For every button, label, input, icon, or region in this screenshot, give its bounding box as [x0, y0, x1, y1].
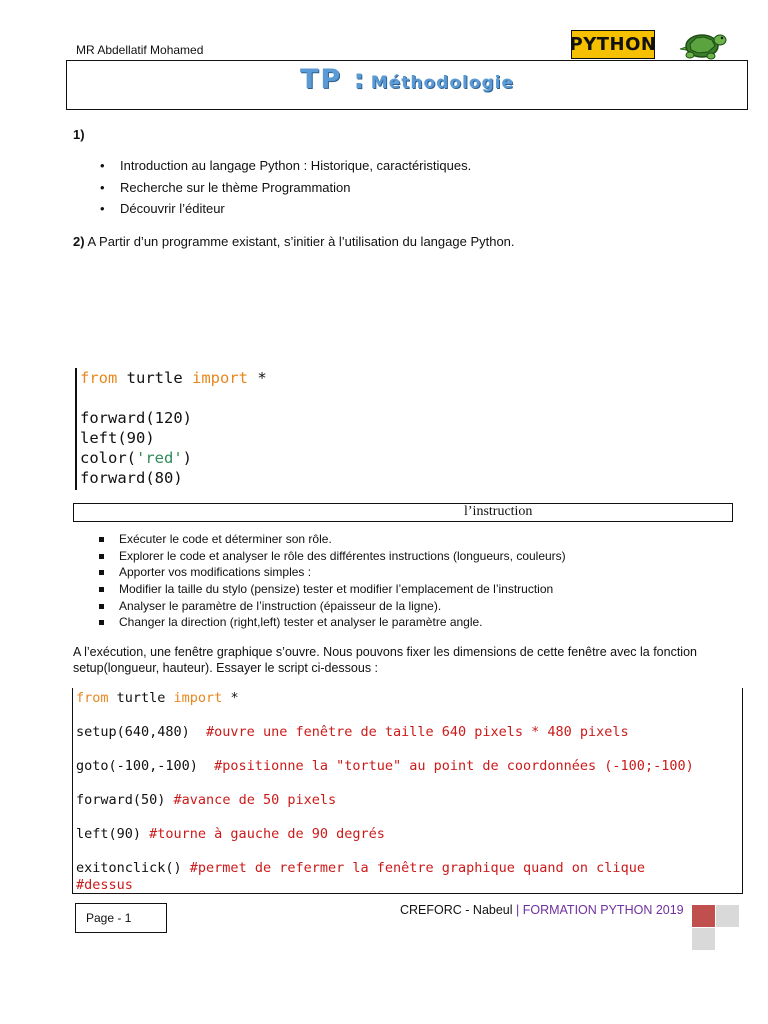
code-text: exitonclick() [76, 860, 190, 876]
code-text: * [247, 369, 267, 387]
list-item: Exécuter le code et déterminer son rôle. [98, 532, 566, 549]
footer-formation: FORMATION PYTHON 2019 [519, 903, 684, 917]
setup-paragraph: A l’exécution, une fenêtre graphique s’ouvre. Nous pouvons fixer les dimensions de cette fenêtre avec la fonction setup(longueur, hauteur). Essayer le script ci-dessous : [73, 645, 697, 675]
title-prefix: TP : [299, 64, 367, 95]
title-subtitle: Méthodologie [370, 73, 515, 93]
code-comment: #dessus [76, 877, 133, 893]
list-item: Analyser le paramètre de l’instruction (épaisseur de la ligne). [98, 599, 566, 616]
section2-number: 2) [73, 234, 85, 249]
page-number: Page - 1 [86, 911, 132, 925]
code-comment: #tourne à gauche de 90 degrés [149, 826, 385, 842]
list-item: • Introduction au langage Python : Historique, caractéristiques. [100, 158, 471, 180]
code-text: * [222, 690, 239, 706]
page-number-box [75, 903, 167, 933]
code-line [76, 860, 645, 876]
code-text: goto(-100,-100) [76, 758, 215, 774]
section1-number: 1) [73, 127, 85, 142]
decor-square-red [692, 905, 715, 927]
code-line [76, 724, 629, 740]
author-name: MR Abdellatif Mohamed [76, 43, 204, 57]
code-line [76, 826, 385, 842]
turtle-icon [678, 26, 728, 60]
section2-line [73, 234, 515, 249]
code-text: color( [80, 449, 136, 467]
section2-text: A Partir d’un programme existant, s’initier à l’utilisation du langage Python. [87, 234, 515, 249]
footer-text [400, 903, 684, 917]
decor-square-gray [716, 905, 739, 927]
code-block-1 [75, 368, 300, 490]
code-text: turtle [108, 690, 174, 706]
list-item: Changer la direction (right,left) tester et analyser le paramètre angle. [98, 615, 566, 632]
footer-separator: | [516, 903, 520, 917]
list-item: Explorer le code et analyser le rôle des différentes instructions (longueurs, couleurs) [98, 549, 566, 566]
section1-list [100, 158, 471, 223]
list-item: • Découvrir l’éditeur [100, 201, 471, 223]
list-item: Modifier la taille du stylo (pensize) tester et modifier l’emplacement de l’instruction [98, 582, 566, 599]
code-block-2 [72, 688, 743, 894]
code-comment: #ouvre une fenêtre de taille 640 pixels * 480 pixels [206, 724, 629, 740]
code-line [76, 877, 133, 893]
instruction-label: l’instruction [464, 504, 533, 519]
code-text: turtle [117, 369, 192, 387]
footer-org: CREFORC - Nabeul [400, 903, 516, 917]
list-item: • Recherche sur le thème Programmation [100, 180, 471, 202]
task-list [98, 532, 566, 632]
code-text: ) [182, 449, 193, 467]
decor-square-gray [692, 928, 715, 950]
code-comment: #positionne la "tortue" au point de coordonnées (-100;-100) [214, 758, 694, 774]
list-item: Apporter vos modifications simples : [98, 565, 566, 582]
python-logo: PYTHON [571, 30, 655, 59]
code-line: forward(120) [80, 409, 192, 427]
code-comment: #avance de 50 pixels [173, 792, 337, 808]
code-line: forward(80) [80, 469, 183, 487]
code-comment: #permet de refermer la fenêtre graphique quand on clique [189, 860, 645, 876]
instruction-box [73, 503, 733, 522]
code-text: forward(50) [76, 792, 174, 808]
page-title [66, 64, 748, 95]
code-line [76, 792, 336, 808]
code-line: left(90) [80, 429, 155, 447]
code-text: setup(640,480) [76, 724, 207, 740]
code-keyword: from [80, 369, 118, 387]
code-line [80, 368, 300, 388]
code-text: left(90) [76, 826, 150, 842]
code-keyword: import [173, 690, 223, 706]
code-line [76, 690, 239, 706]
code-string: 'red' [136, 449, 183, 467]
code-line [80, 448, 300, 468]
code-line [76, 758, 694, 774]
code-keyword: import [191, 369, 248, 387]
code-keyword: from [76, 690, 109, 706]
